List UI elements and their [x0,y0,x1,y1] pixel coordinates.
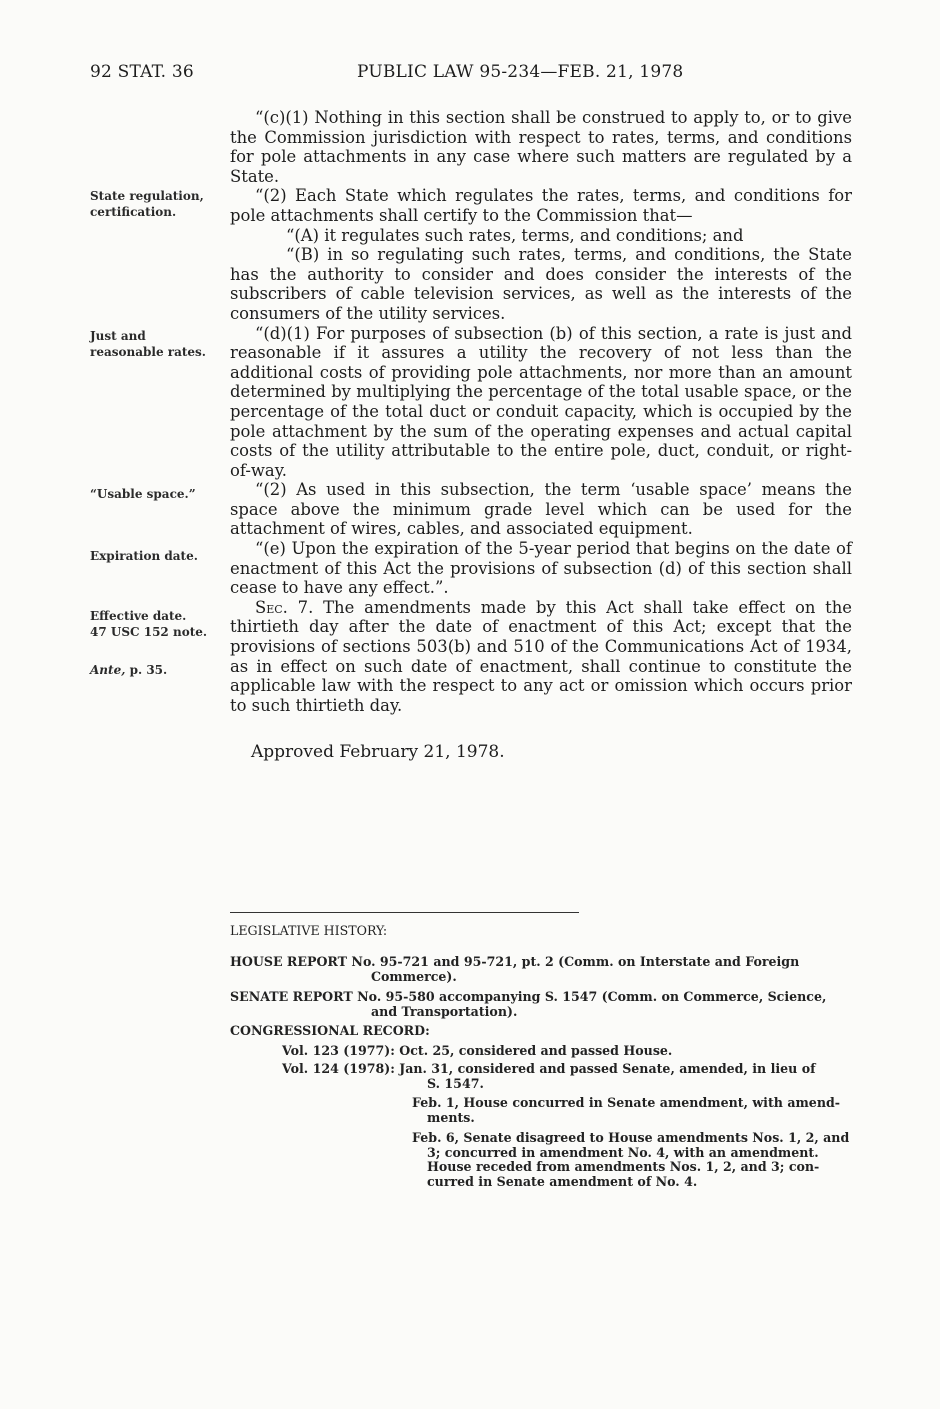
margin-note-ante [90,662,218,678]
history-line: 3; concurred in amendment No. 4, with an amendment. [427,1144,819,1160]
margin-note-state-regulation [90,188,218,220]
paragraph-e: “(e) Upon the expiration of the 5-year period that begins on the date of enactment of this Act the provisions of subsection (d) of this section shall cease to have any effect.”. [230,539,852,598]
history-line: curred in Senate amendment of No. 4. [427,1173,698,1189]
history-line: and Transportation). [371,1003,518,1019]
history-senate-report [230,990,852,1019]
paragraph-c1: “(c)(1) Nothing in this section shall be construed to apply to, or to give the Commission jurisdiction with respect to rates, terms, and conditions for pole attachments in any case where such matters are regulated by a State. [230,108,852,186]
paragraph-sec7 [230,598,852,716]
paragraph-d2: “(2) As used in this subsection, the term ‘usable space’ means the space above the minimum grade level which can be used for the attachment of wires, cables, and associated equipment. [230,480,852,539]
history-line: Feb. 6, Senate disagreed to House amendments Nos. 1, 2, and [412,1130,850,1145]
history-line: House receded from amendments Nos. 1, 2, and 3; con- [427,1159,820,1175]
ante-word: Ante, [90,663,126,677]
margin-note-line: State regulation, [90,189,204,203]
history-title: LEGISLATIVE HISTORY: [230,923,388,938]
history-line: S. 1547. [427,1075,484,1091]
section-7-text: The amendments made by this Act shall take effect on the thirtieth day after the date of enactment of this Act; except that the provisions of sections 503(b) and 510 of the Communications Act of 1934, as in effect on such date of enactment, shall continue to constitute the applicable law with the respect to any act or omission which occurs prior to such thirtieth day. [230,597,853,715]
history-vol-124 [282,1062,852,1091]
paragraph-c2: “(2) Each State which regulates the rates, terms, and conditions for pole attachments shall certify to the Commission that— [230,186,852,225]
page-citation: 92 STAT. 36 [90,62,194,82]
approval-date: Approved February 21, 1978. [251,742,505,762]
margin-note-line: Effective date. [90,609,187,623]
history-line: SENATE REPORT No. 95-580 accompanying S. 1547 (Comm. on Commerce, Science, [230,989,827,1004]
history-line: ments. [427,1109,475,1125]
ante-page: p. 35. [125,663,168,677]
statute-body [230,108,852,715]
history-line: Commerce). [371,968,457,984]
margin-note-usable-space: “Usable space.” [90,487,196,501]
page-title: PUBLIC LAW 95-234—FEB. 21, 1978 [357,62,684,82]
section-label: Sec. 7. [255,597,314,617]
margin-note-line: certification. [90,205,177,219]
history-line: Vol. 124 (1978): Jan. 31, considered and passed Senate, amended, in lieu of [282,1061,816,1076]
history-vol-123: Vol. 123 (1977): Oct. 25, considered and passed House. [282,1043,673,1058]
margin-note-effective [90,608,218,640]
paragraph-cB: “(B) in so regulating such rates, terms, and conditions, the State has the authority to consider and does consider the interests of the subscribers of cable television services, as well as the interests of the consumers of the utility services. [230,245,852,323]
paragraph-d1: “(d)(1) For purposes of subsection (b) of this section, a rate is just and reasonable if it assures a utility the recovery of not less than the additional costs of providing pole attachments, nor more than an amount determined by multiplying the percentage of the total usable space, or the percentage of the total duct or conduit capacity, which is occupied by the pole attachment by the sum of the operating expenses and actual capital costs of the utility attributable to the entire pole, duct, conduit, or right-of-way. [230,323,852,480]
margin-note-line: 47 USC 152 note. [90,625,208,639]
divider [230,912,579,913]
history-feb-1 [412,1096,852,1125]
history-house-report [230,955,852,984]
history-line: Feb. 1, House concurred in Senate amendment, with amend- [412,1095,841,1110]
history-line: HOUSE REPORT No. 95-721 and 95-721, pt. 2 (Comm. on Interstate and Foreign [230,954,800,969]
paragraph-cA: “(A) it regulates such rates, terms, and conditions; and [286,225,744,245]
margin-note-just-reasonable [90,328,218,360]
margin-note-line: Just and [90,329,146,343]
history-congressional-record: CONGRESSIONAL RECORD: [230,1023,430,1038]
margin-note-line: reasonable rates. [90,345,206,359]
history-feb-6 [412,1131,852,1189]
margin-note-expiration: Expiration date. [90,549,198,563]
